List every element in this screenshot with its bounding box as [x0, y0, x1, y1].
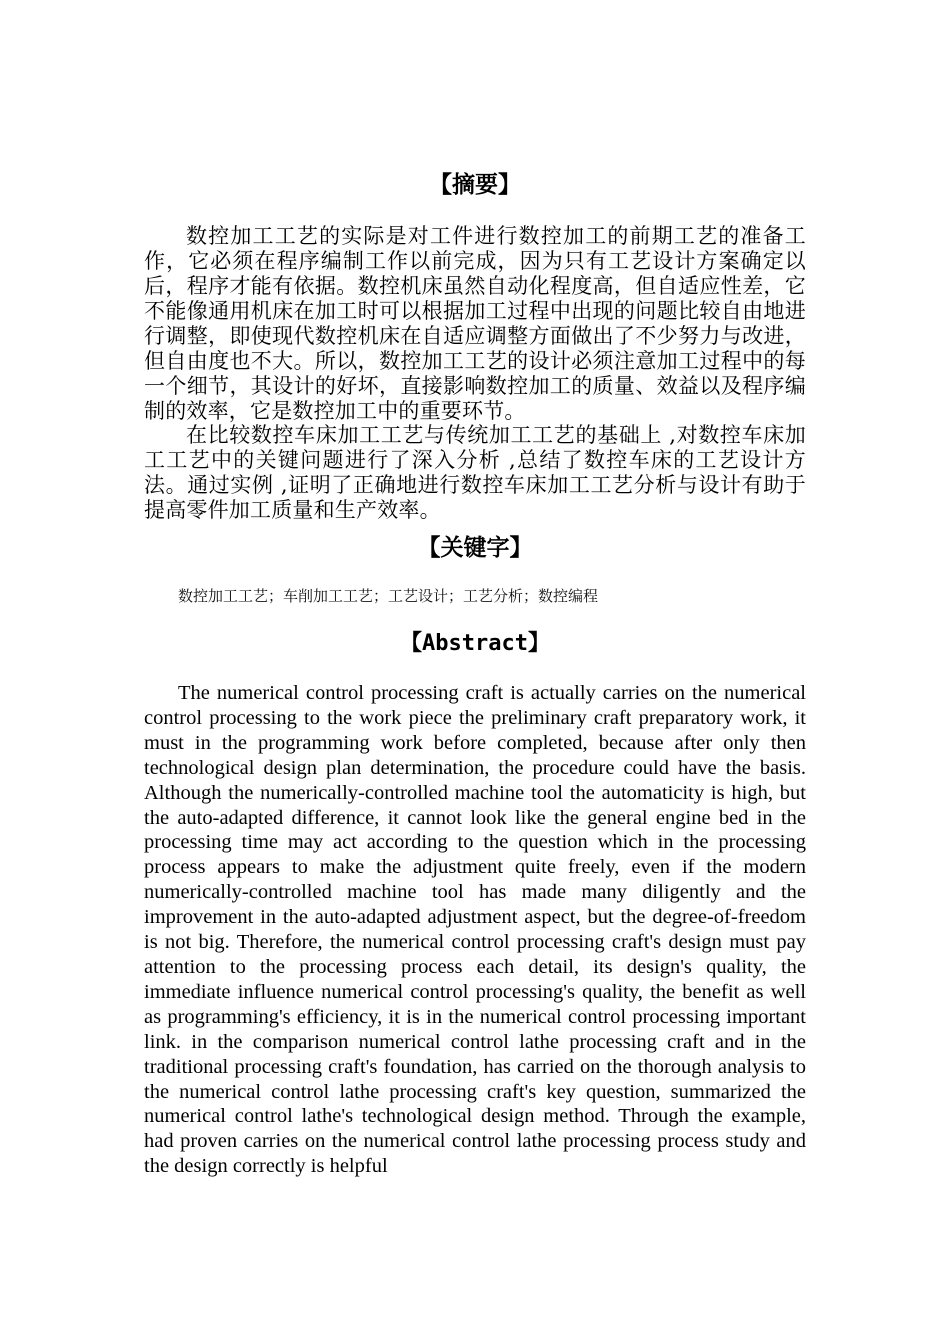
keywords-heading: 【关键字】 [417, 535, 533, 561]
abstract-cn-heading: 【摘要】 [429, 172, 521, 198]
abstract-en-paragraph: The numerical control processing craft is actually carries on the numerical control processing to the work piece the preliminary craft preparatory work, it must in the programming work before completed, because after only then technological design plan determination, the procedure could have the basis. Although the numerically-controlled machine tool the automaticity is high, but the auto-adapted difference, it cannot look like the general engine bed in the processing time may act according to the question which in the processing process appears to make the adjustment quite freely, even if the modern numerically-controlled machine tool has made many diligently and the improvement in the auto-adapted adjustment aspect, but the degree-of-freedom is not big. Therefore, the numerical control processing craft's design must pay attention to the processing process each detail, its design's quality, the immediate influence numerical control processing's quality, the benefit as well as programming's efficiency, it is in the numerical control processing important link. in the comparison numerical control lathe processing craft and in the traditional processing craft's foundation, has carried on the thorough analysis to the numerical control lathe processing craft's key question, summarized the numerical control lathe's technological design method. Through the example, had proven carries on the numerical control lathe processing process study and the design correctly is helpful [144, 682, 806, 1178]
abstract-en-heading: 【Abstract】 [400, 631, 550, 656]
abstract-cn-paragraph-1: 数控加工工艺的实际是对工件进行数控加工的前期工艺的准备工作，它必须在程序编制工作以前完成，因为只有工艺设计方案确定以后，程序才能有依据。数控机床虽然自动化程度高，但自适应性差，它不能像通用机床在加工时可以根据加工过程中出现的问题比较自由地进行调整，即使现代数控机床在自适应调整方面做出了不少努力与改进，但自由度也不大。所以，数控加工工艺的设计必须注意加工过程中的每一个细节，其设计的好坏，直接影响数控加工的质量、效益以及程序编制的效率，它是数控加工中的重要环节。 [144, 224, 806, 423]
keywords-text: 数控加工工艺；车削加工工艺；工艺设计；工艺分析；数控编程 [178, 587, 599, 605]
abstract-cn-paragraph-2: 在比较数控车床加工工艺与传统加工工艺的基础上 ,对数控车床加工工艺中的关键问题进行了深入分析 ,总结了数控车床的工艺设计方法。通过实例 ,证明了正确地进行数控车床加工工艺分析与设计有助于提高零件加工质量和生产效率。 [144, 423, 806, 522]
